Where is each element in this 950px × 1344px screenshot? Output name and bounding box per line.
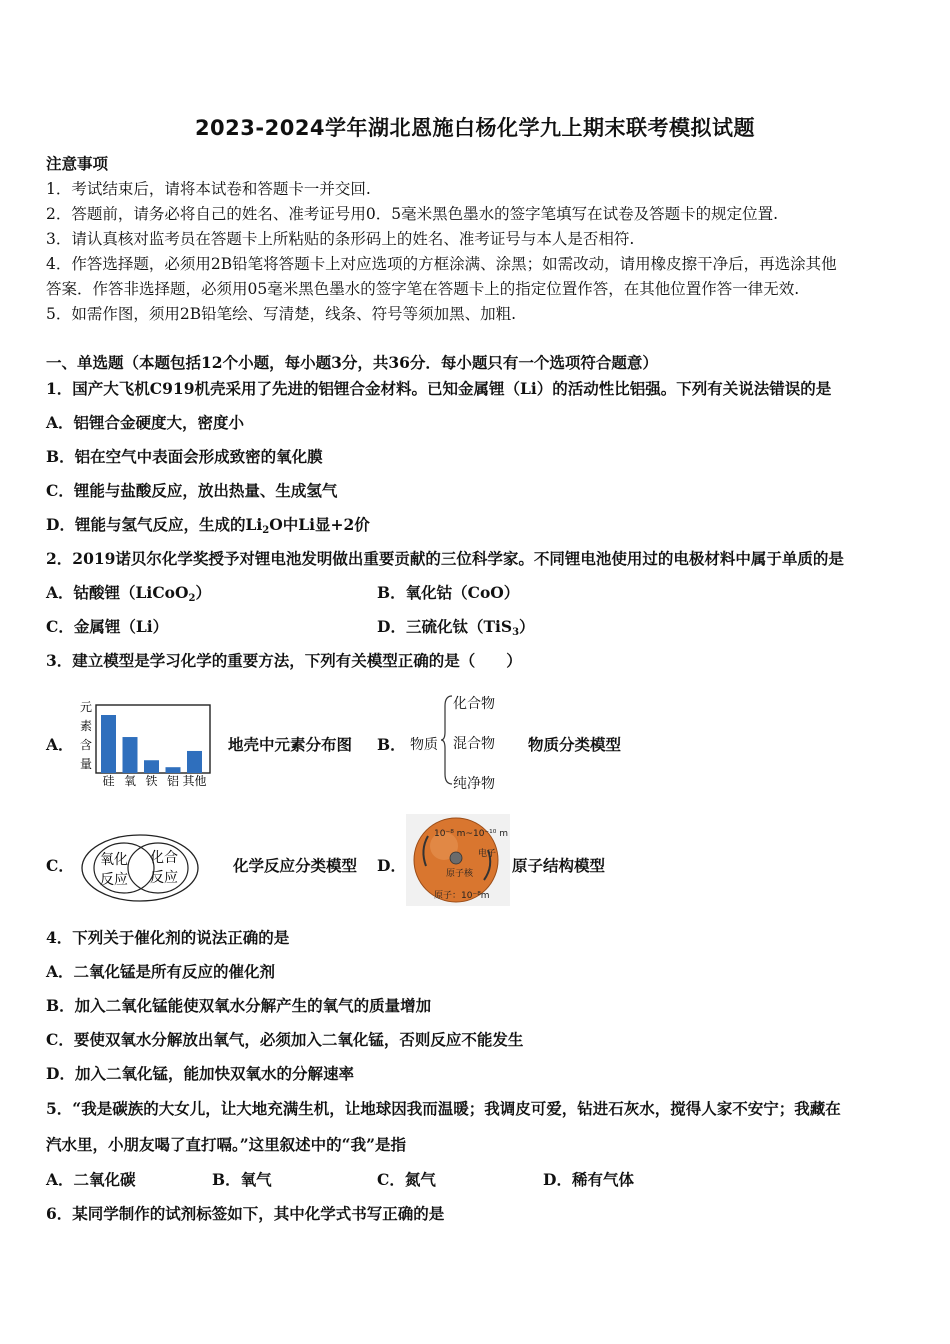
classify-root: 物质 <box>410 737 438 753</box>
q1-option-b: B．铝在空气中表面会形成致密的氧化膜 <box>46 447 323 466</box>
q5-option-d: D．稀有气体 <box>543 1170 634 1189</box>
notice-item: 1．考试结束后，请将本试卷和答题卡一并交回. <box>46 180 371 198</box>
venn-right-line: 反应 <box>150 870 178 886</box>
q3-option-a-letter: A． <box>46 735 74 754</box>
q2-option-b: B．氧化钴（CoO） <box>377 583 520 602</box>
ylabel-char: 量 <box>80 757 93 771</box>
q3-option-d-letter: D． <box>377 856 406 875</box>
notice-item: 答案．作答非选择题，必须用05毫米黑色墨水的签字笔在答题卡上的指定位置作答，在其他位置作答一律无效. <box>46 280 800 298</box>
atom-structure-image <box>406 814 510 906</box>
venn-left-line: 反应 <box>100 872 128 888</box>
notice-item: 3．请认真核对监考员在答题卡上所粘贴的条形码上的姓名、准考证号与本人是否相符. <box>46 230 635 248</box>
q2-option-a: A．钴酸锂（LiCoO$_2$） <box>46 583 211 604</box>
q3-d-caption: 原子结构模型 <box>512 856 606 875</box>
category-label: 铁 <box>145 774 158 788</box>
q2-option-c: C．金属锂（Li） <box>46 617 169 636</box>
ylabel-char: 含 <box>80 738 93 752</box>
bar-铝 <box>166 767 181 773</box>
question-6-stem: 6．某同学制作的试剂标签如下，其中化学式书写正确的是 <box>46 1204 445 1223</box>
q1-option-a: A．铝锂合金硬度大，密度小 <box>46 413 245 432</box>
electron-label: 电子 <box>478 849 497 859</box>
bar-氧 <box>123 737 138 773</box>
q2-option-d: D．三硫化钛（TiS$_3$） <box>377 617 535 638</box>
q5-option-b: B．氧气 <box>212 1170 272 1189</box>
notice-item: 5．如需作图，须用2B铅笔绘、写清楚，线条、符号等须加黑、加粗. <box>46 305 517 323</box>
page-title: 2023-2024学年湖北恩施白杨化学九上期末联考模拟试题 <box>194 116 756 140</box>
category-label: 氧 <box>123 774 137 788</box>
q5-option-a: A．二氧化碳 <box>46 1170 136 1189</box>
q3-c-caption: 化学反应分类模型 <box>233 856 358 875</box>
atom-bottom-label: 原子：10⁻⁸m <box>434 891 490 901</box>
venn-left-line: 氧化 <box>100 852 128 868</box>
notice-heading: 注意事项 <box>46 154 109 173</box>
notice-item: 4．作答选择题，必须用2B铅笔将答题卡上对应选项的方框涂满、涂黑；如需改动，请用橡皮擦干净后，再选涂其他 <box>46 255 837 273</box>
q3-option-c-letter: C． <box>46 856 74 875</box>
question-2-stem: 2．2019诺贝尔化学奖授予对锂电池发明做出重要贡献的三位科学家。不同锂电池使用过的电极材料中属于单质的是 <box>46 549 844 568</box>
q1-option-c: C．锂能与盐酸反应，放出热量、生成氢气 <box>46 481 338 500</box>
classify-item: 纯净物 <box>453 776 495 792</box>
notice-item: 2．答题前，请务必将自己的姓名、准考证号用0．5毫米黑色墨水的签字笔填写在试卷及答题卡的规定位置. <box>46 205 779 223</box>
q1-option-d: D．锂能与氢气反应，生成的$Li_2O$中Li显+2价 <box>46 515 370 536</box>
venn-right-line: 化合 <box>150 850 178 866</box>
classify-item: 混合物 <box>453 736 495 752</box>
q4-option-d: D．加入二氧化锰，能加快双氧水的分解速率 <box>46 1064 354 1083</box>
q4-option-b: B．加入二氧化锰能使双氧水分解产生的氧气的质量增加 <box>46 996 432 1015</box>
atom-size-label: 10⁻⁸ m~10⁻¹⁰ m <box>434 829 509 839</box>
bar-铁 <box>144 760 159 773</box>
classify-item: 化合物 <box>453 696 495 712</box>
question-5-stem-cont: 汽水里，小朋友喝了直打嗝。”这里叙述中的“我”是指 <box>46 1135 406 1154</box>
q4-option-c: C．要使双氧水分解放出氧气，必须加入二氧化锰，否则反应不能发生 <box>46 1030 524 1049</box>
q3-option-b-letter: B． <box>377 735 406 754</box>
nucleus-label: 原子核 <box>446 869 474 879</box>
ylabel-char: 元 <box>80 700 93 714</box>
q5-option-c: C．氮气 <box>377 1170 436 1189</box>
category-label: 铝 <box>166 774 180 788</box>
crust-element-bar-chart <box>76 696 218 788</box>
q3-b-caption: 物质分类模型 <box>528 735 622 754</box>
question-5-stem: 5．“我是碳族的大女儿，让大地充满生机，让地球因我而温暖；我调皮可爱，钻进石灰水，搅得人家不安宁；我藏在 <box>46 1099 841 1118</box>
question-1-stem: 1．国产大飞机C919机壳采用了先进的铝锂合金材料。已知金属锂（Li）的活动性比铝强。下列有关说法错误的是 <box>46 379 832 398</box>
category-label: 其他 <box>182 774 207 788</box>
brace-icon <box>440 694 454 786</box>
ylabel-char: 素 <box>80 719 93 733</box>
q4-option-a: A．二氧化锰是所有反应的催化剂 <box>46 962 276 981</box>
section-heading: 一、单选题（本题包括12个小题，每小题3分，共36分．每小题只有一个选项符合题意） <box>46 353 658 372</box>
bar-硅 <box>101 715 116 773</box>
bar-其他 <box>187 751 202 773</box>
category-label: 硅 <box>102 774 115 788</box>
question-4-stem: 4．下列关于催化剂的说法正确的是 <box>46 928 290 947</box>
nucleus-icon <box>450 852 462 864</box>
question-3-stem: 3．建立模型是学习化学的重要方法，下列有关模型正确的是（ ） <box>46 651 522 670</box>
q3-a-caption: 地壳中元素分布图 <box>228 735 353 754</box>
reaction-venn-diagram <box>78 832 202 904</box>
